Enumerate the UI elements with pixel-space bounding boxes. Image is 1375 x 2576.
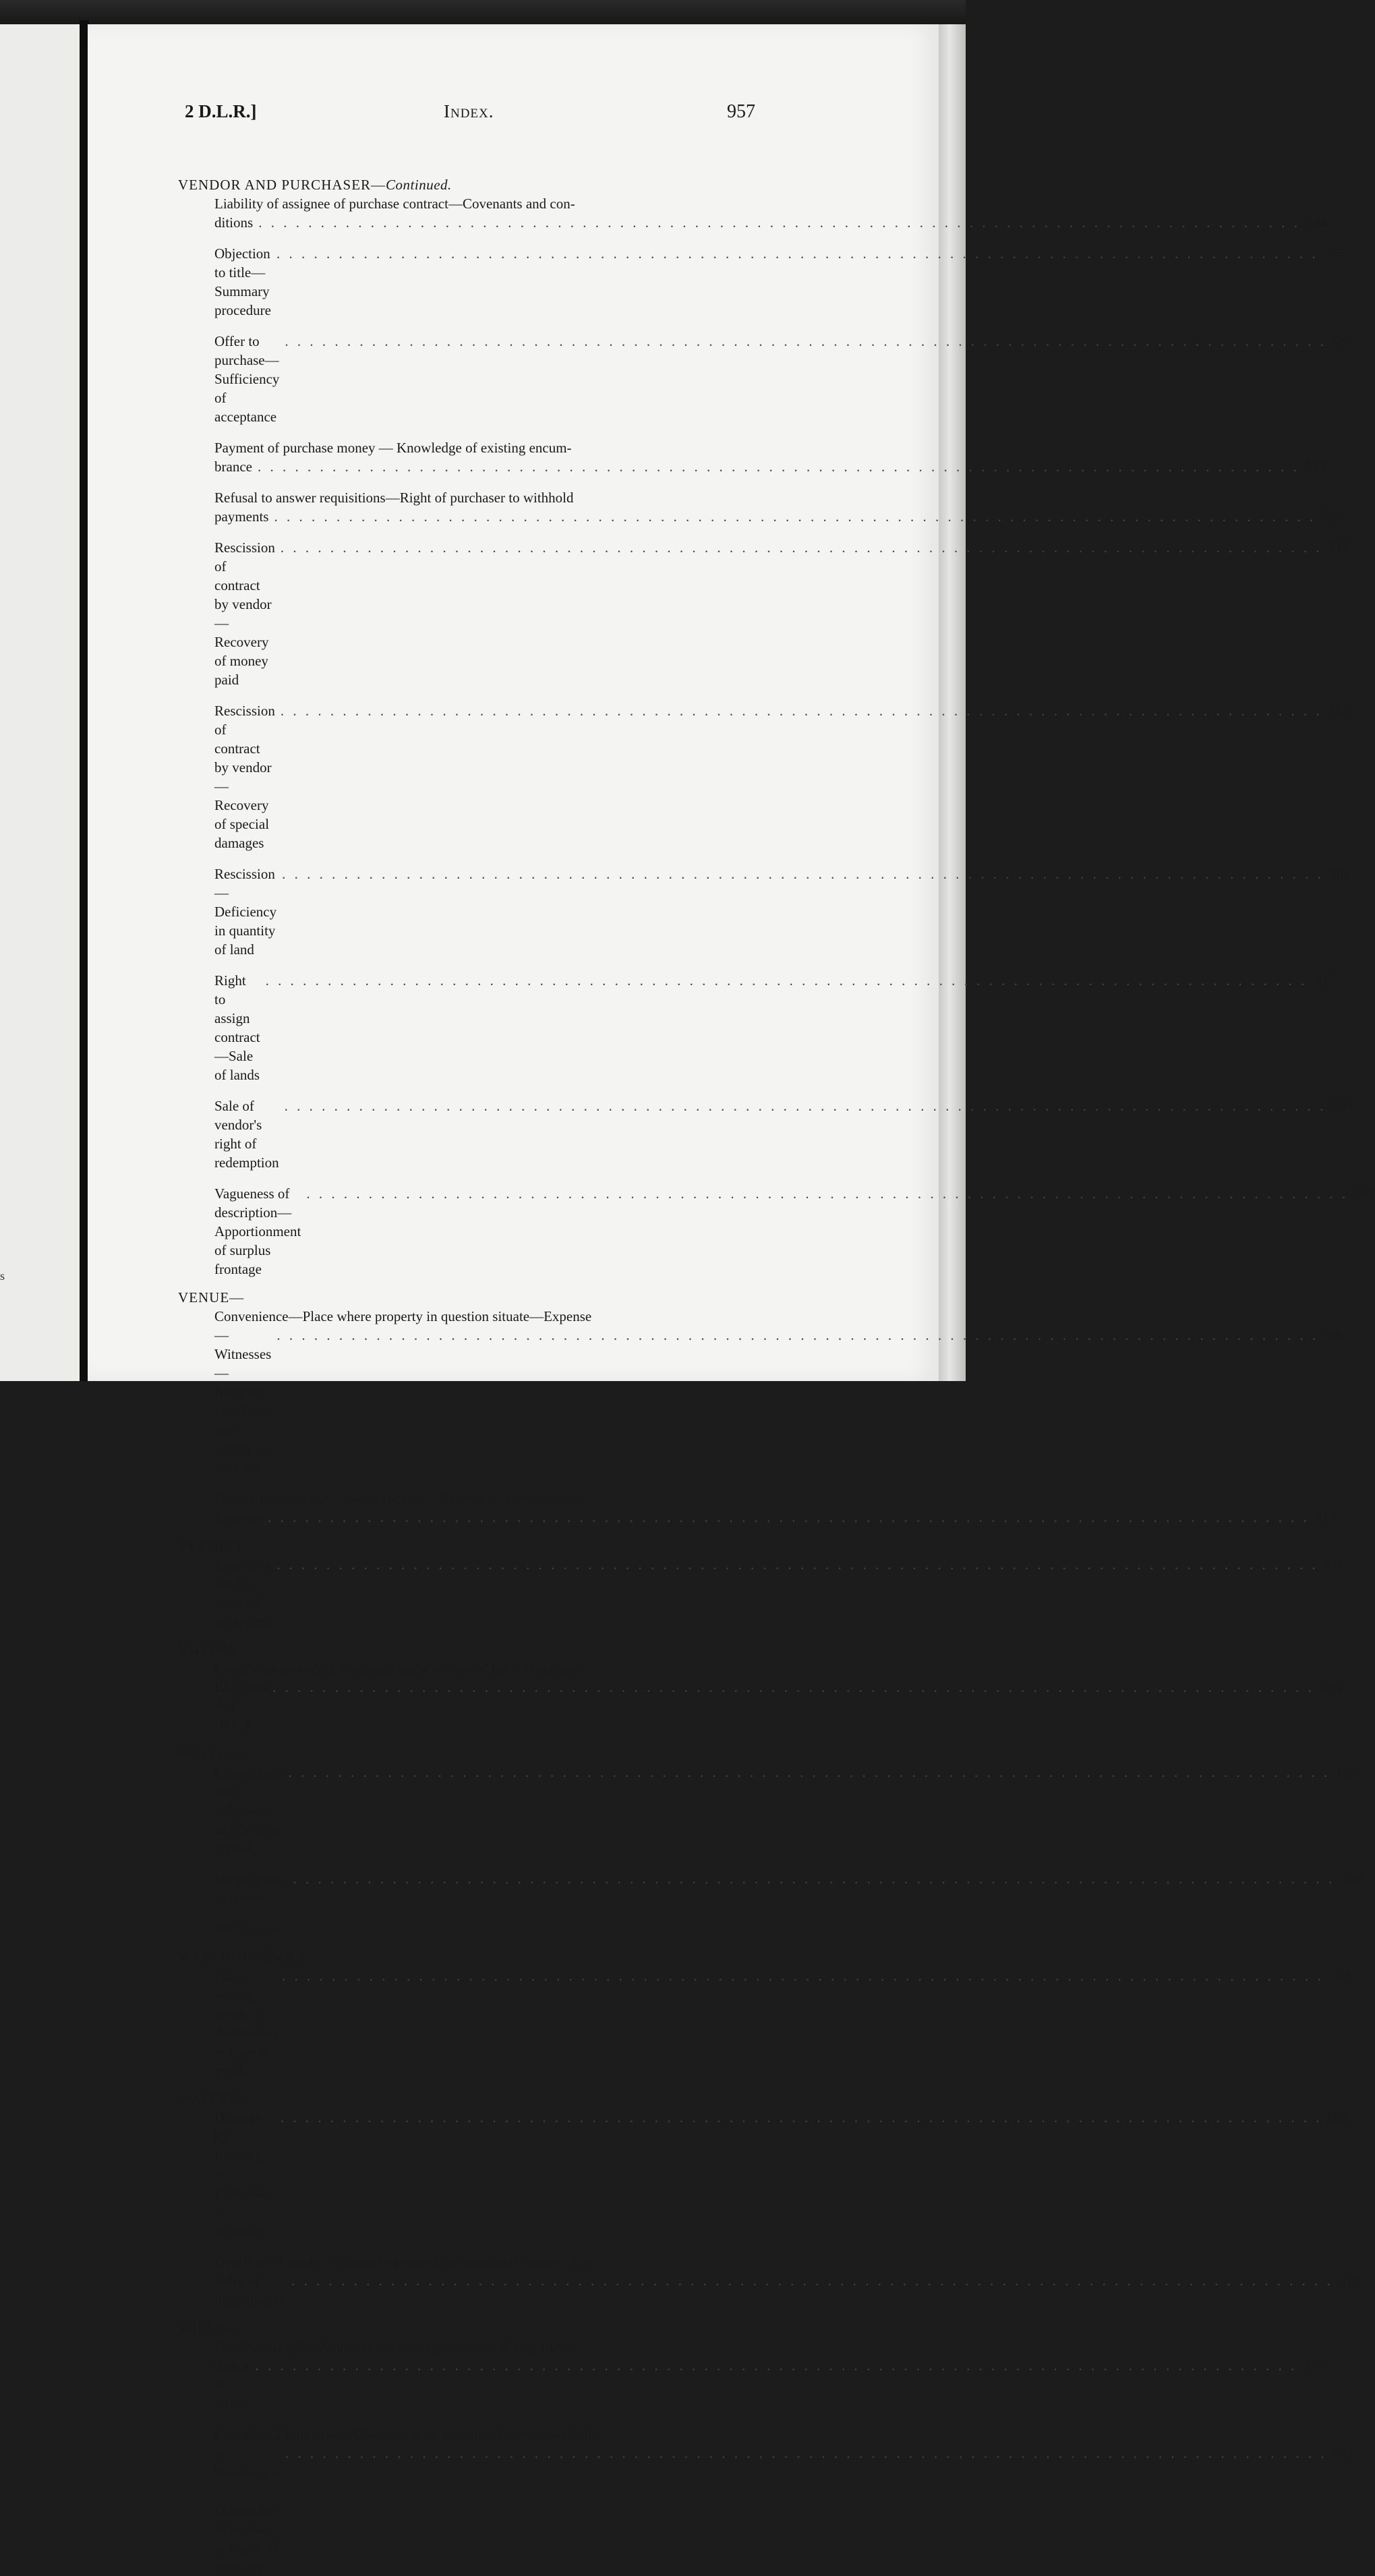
heading-title: VERDICT— <box>178 1538 259 1554</box>
heading-continued: Continued. <box>386 177 452 193</box>
entry-text: payments <box>214 508 269 525</box>
dot-leader: . . . . . . . . . . . . . . . . . . . . . . . . . . . . . . . . . . . . . . . . . . . . . . . . . . . . . . . . . . . . . . . . . . . . . . . . . . . . . . . . . . . . <box>285 333 1327 349</box>
entry-last-line <box>214 538 1349 689</box>
entry-text: Compliance with judgment as affecting appeal <box>214 1764 283 1856</box>
dot-leader: . . . . . . . . . . . . . . . . . . . . . . . . . . . . . . . . . . . . . . . . . . . . . . . . . . . . . . . . . . . . . . . . . . . . . . . . . . . . . . . . . . . . <box>255 2358 1297 2374</box>
page-reference: 392 <box>1312 972 1334 989</box>
entry-text: Overflow of banks—Channel narrowed by municipal bridge—Lia- <box>214 2254 595 2270</box>
index-entry <box>214 2252 1360 2309</box>
entry-last-line <box>214 2444 1354 2576</box>
entry-last-line <box>214 1508 1337 1527</box>
entry-text: Right to assign contract—Sale of lands <box>214 972 260 1083</box>
entry-text: Conditions precedent to placing name on voters' list—Municipal <box>214 1660 581 1676</box>
page-reference: 77 <box>1329 245 1344 262</box>
entry-text: Objection to title—Summary procedure <box>214 245 271 318</box>
heading-title: WAIVER— <box>178 1745 252 1761</box>
page-content <box>88 101 1375 2575</box>
entry-last-line <box>214 1763 1356 1857</box>
dot-leader: . . . . . . . . . . . . . . . . . . . . . . . . . . . . . . . . . . . . . . . . . . . . . . . . . . . . . . . . . . . . . . . . . . . . . . . . . . . . . . . . . . . . <box>265 972 1308 989</box>
entry-last-line <box>214 1326 1345 1477</box>
page-reference: 898 <box>1327 2109 1349 2126</box>
see-reference <box>214 1919 750 1938</box>
index-entry <box>214 244 1344 320</box>
dot-leader: . . . . . . . . . . . . . . . . . . . . . . . . . . . . . . . . . . . . . . . . . . . . . . . . . . . . . . . . . . . . . . . . . . . . . . . . . . . . . . . . . . . . <box>257 459 1299 475</box>
dot-leader: . . . . . . . . . . . . . . . . . . . . . . . . . . . . . . . . . . . . . . . . . . . . . . . . . . . . . . . . . . . . . . . . . . . . . . . . . . . . . . . . . . . . <box>282 866 1324 882</box>
dot-leader: . . . . . . . . . . . . . . . . . . . . . . . . . . . . . . . . . . . . . . . . . . . . . . . . . . . . . . . . . . . . . . . . . . . . . . . . . . . . . . . . . . . . <box>291 2273 1333 2289</box>
index-body <box>178 166 1375 2576</box>
entry-last-line <box>214 457 1326 476</box>
entry-last-line <box>214 1184 1375 1279</box>
volume-reference: 2 D.L.R.] <box>185 101 257 121</box>
entry-last-line <box>214 2271 1360 2309</box>
index-entry <box>214 332 1353 426</box>
entry-text: Convenience—Place where property in question situate—Expense <box>214 1308 592 1324</box>
entry-text: County Court action—Issues for trial—Evidence—Convenience— <box>214 1490 595 1506</box>
index-entry <box>214 1096 1353 1172</box>
entry-last-line <box>214 971 1334 1084</box>
index-heading <box>178 2089 750 2108</box>
heading-title: WILLS— <box>178 2320 240 2336</box>
running-head <box>88 101 755 135</box>
page-reference: 644 <box>1332 2445 1354 2461</box>
entry-text: brance <box>214 459 252 475</box>
page-reference: 881 <box>1353 1185 1375 1202</box>
index-entry <box>214 1184 1375 1279</box>
entry-text: Elections Act (B.C.) <box>214 1679 268 1733</box>
entry-last-line <box>214 332 1353 426</box>
page-reference: 110 <box>1335 1764 1356 1780</box>
dot-leader: . . . . . . . . . . . . . . . . . . . . . . . . . . . . . . . . . . . . . . . . . . . . . . . . . . . . . . . . . . . . . . . . . . . . . . . . . . . . . . . . . . . . <box>306 1185 1349 1202</box>
entry-last-line <box>214 1096 1353 1172</box>
cross-reference: Tender. <box>238 1921 285 1937</box>
entry-last-line <box>214 213 1327 232</box>
dot-leader: . . . . . . . . . . . . . . . . . . . . . . . . . . . . . . . . . . . . . . . . . . . . . . . . . . . . . . . . . . . . . . . . . . . . . . . . . . . . . . . . . . . . <box>285 2445 1327 2461</box>
entry-text: Damage by flooding—Particulars of pleading <box>214 2109 275 2239</box>
dot-leader: . . . . . . . . . . . . . . . . . . . . . . . . . . . . . . . . . . . . . . . . . . . . . . . . . . . . . . . . . . . . . . . . . . . . . . . . . . . . . . . . . . . . <box>280 2109 1322 2126</box>
entry-text: Rescission—Deficiency in quantity of land <box>214 866 277 958</box>
entry-text: of beneficiary—Disposition of residue in hands of executor <box>214 2445 280 2575</box>
dot-leader: . . . . . . . . . . . . . . . . . . . . . . . . . . . . . . . . . . . . . . . . . . . . . . . . . . . . . . . . . . . . . . . . . . . . . . . . . . . . . . . . . . . . <box>276 1327 1319 1343</box>
page-reference: 84 <box>1335 1968 1349 1984</box>
index-entry <box>214 194 1327 232</box>
page-reference: 349 <box>1319 1679 1341 1695</box>
index-heading <box>178 1744 750 1763</box>
entry-text: donee of power <box>214 2358 250 2411</box>
page-reference: 896 <box>1324 1327 1345 1343</box>
entry-text: —Witnesses—Bringing case from outer county to Toronto <box>214 1327 272 1475</box>
page-reference: 915 <box>1314 1509 1337 1525</box>
page-reference: 108 <box>1340 1871 1362 1887</box>
dot-leader: . . . . . . . . . . . . . . . . . . . . . . . . . . . . . . . . . . . . . . . . . . . . . . . . . . . . . . . . . . . . . . . . . . . . . . . . . . . . . . . . . . . . <box>276 245 1318 262</box>
entry-text: Refusal to answer requisitions—Right of purchaser to withhold <box>214 490 574 506</box>
index-entry <box>214 1489 1337 1527</box>
heading-title: VENDOR AND PURCHASER— <box>178 177 386 193</box>
entry-last-line <box>214 865 1351 959</box>
heading-title: WATERS— <box>178 2090 252 2107</box>
dot-leader: . . . . . . . . . . . . . . . . . . . . . . . . . . . . . . . . . . . . . . . . . . . . . . . . . . . . . . . . . . . . . . . . . . . . . . . . . . . . . . . . . . . . <box>293 1871 1335 1887</box>
heading-title: VOTERS— <box>178 1641 252 1658</box>
index-entry <box>214 538 1349 689</box>
entry-last-line <box>214 1966 1349 2080</box>
index-entry <box>214 1659 1341 1734</box>
page-reference: 686 <box>1332 333 1353 349</box>
page-reference: 519 <box>1304 459 1326 475</box>
entry-text: Irregularities in appeal <box>214 1871 288 1906</box>
index-heading <box>178 2318 750 2337</box>
page-reference: 619 <box>1338 2273 1360 2289</box>
heading-title: VENUE— <box>178 1289 245 1306</box>
heading-title: WAREHOUSEMAN— <box>178 1949 322 1965</box>
index-entry <box>214 1966 1349 2080</box>
see-label: See <box>214 1921 235 1937</box>
running-title: Index. <box>444 101 494 121</box>
page-reference: 544 <box>1305 214 1327 231</box>
entry-last-line <box>214 2108 1349 2240</box>
entry-last-line <box>214 2356 1324 2413</box>
page-reference: 584 <box>1331 1098 1353 1114</box>
entry-text: Conditional gift—Authority to make appointment during life of <box>214 2339 575 2355</box>
index-entry <box>214 1763 1356 1857</box>
index-entry <box>214 865 1351 959</box>
entry-text: Offer to purchase—Sufficiency of acceptance <box>214 333 280 425</box>
dot-leader: . . . . . . . . . . . . . . . . . . . . . . . . . . . . . . . . . . . . . . . . . . . . . . . . . . . . . . . . . . . . . . . . . . . . . . . . . . . . . . . . . . . . <box>280 539 1322 556</box>
entry-text: Payment of purchase money — Knowledge of existing encum- <box>214 440 572 456</box>
index-entry <box>214 2108 1349 2240</box>
dot-leader: . . . . . . . . . . . . . . . . . . . . . . . . . . . . . . . . . . . . . . . . . . . . . . . . . . . . . . . . . . . . . . . . . . . . . . . . . . . . . . . . . . . . <box>274 508 1316 525</box>
entry-text: bility of municipality <box>214 2273 287 2308</box>
index-entry <box>214 1307 1345 1477</box>
facing-page-edge <box>0 24 80 1381</box>
index-entry <box>214 438 1326 476</box>
index-entry <box>214 2425 1354 2576</box>
entry-text: Excessive verdict reduced on appeal <box>214 1556 271 1629</box>
dot-leader: . . . . . . . . . . . . . . . . . . . . . . . . . . . . . . . . . . . . . . . . . . . . . . . . . . . . . . . . . . . . . . . . . . . . . . . . . . . . . . . . . . . . <box>272 1679 1314 1695</box>
scanner-top-strip <box>0 0 966 27</box>
entry-text: Rescission of contract by vendor—Recovery of special damages <box>214 703 275 851</box>
entry-last-line <box>214 1555 1345 1631</box>
index-entry <box>214 488 1343 526</box>
page-reference: 276 <box>1323 1556 1345 1573</box>
page-reference: 714 <box>1327 539 1349 556</box>
entry-text: Vagueness of description—Apportionment of surplus frontage <box>214 1185 301 1277</box>
entry-last-line <box>214 1869 1362 1907</box>
page-reference: 714 <box>1327 703 1349 719</box>
entry-text: Expense <box>214 1509 263 1525</box>
page-reference: 298 <box>1321 508 1343 525</box>
entry-last-line <box>214 244 1344 320</box>
entry-text: Sale of vendor's right of redemption <box>214 1098 279 1171</box>
entry-last-line <box>214 701 1349 852</box>
dot-leader: . . . . . . . . . . . . . . . . . . . . . . . . . . . . . . . . . . . . . . . . . . . . . . . . . . . . . . . . . . . . . . . . . . . . . . . . . . . . . . . . . . . . <box>276 1556 1318 1573</box>
dot-leader: . . . . . . . . . . . . . . . . . . . . . . . . . . . . . . . . . . . . . . . . . . . . . . . . . . . . . . . . . . . . . . . . . . . . . . . . . . . . . . . . . . . . <box>268 1509 1310 1525</box>
index-heading <box>178 1288 750 1307</box>
facing-page-mark: s <box>0 1269 5 1283</box>
index-heading <box>178 1948 750 1966</box>
page-number: 957 <box>727 101 755 122</box>
dot-leader: . . . . . . . . . . . . . . . . . . . . . . . . . . . . . . . . . . . . . . . . . . . . . . . . . . . . . . . . . . . . . . . . . . . . . . . . . . . . . . . . . . . . <box>280 703 1322 719</box>
dot-leader: . . . . . . . . . . . . . . . . . . . . . . . . . . . . . . . . . . . . . . . . . . . . . . . . . . . . . . . . . . . . . . . . . . . . . . . . . . . . . . . . . . . . <box>288 1764 1330 1780</box>
index-heading <box>178 1536 750 1555</box>
index-entry <box>214 971 1334 1084</box>
dot-leader: . . . . . . . . . . . . . . . . . . . . . . . . . . . . . . . . . . . . . . . . . . . . . . . . . . . . . . . . . . . . . . . . . . . . . . . . . . . . . . . . . . . . <box>282 1968 1324 1984</box>
entry-text: Liability of assignee of purchase contract—Covenants and con- <box>214 196 575 212</box>
entry-last-line <box>214 507 1343 526</box>
index-entry <box>214 2337 1324 2413</box>
entry-last-line <box>214 1678 1341 1734</box>
index-heading <box>178 1640 750 1659</box>
entry-text: Rescission of contract by vendor—Recovery of money paid <box>214 539 275 688</box>
index-entry <box>214 1555 1345 1631</box>
dot-leader: . . . . . . . . . . . . . . . . . . . . . . . . . . . . . . . . . . . . . . . . . . . . . . . . . . . . . . . . . . . . . . . . . . . . . . . . . . . . . . . . . . . . <box>284 1098 1326 1114</box>
index-heading <box>178 175 750 194</box>
page-reference: 576 <box>1302 2358 1324 2374</box>
entry-text: ditions <box>214 214 254 231</box>
dot-leader: . . . . . . . . . . . . . . . . . . . . . . . . . . . . . . . . . . . . . . . . . . . . . . . . . . . . . . . . . . . . . . . . . . . . . . . . . . . . . . . . . . . . <box>258 214 1300 231</box>
entry-text: Carrier storing goods at destination—Care of goods <box>214 1968 277 2078</box>
entry-text: Conditional limitation—Devise of with absolute discretion—Death <box>214 2426 596 2442</box>
index-entry <box>214 701 1349 852</box>
page-reference: 384 <box>1328 866 1351 882</box>
index-entry <box>214 1869 1362 1907</box>
